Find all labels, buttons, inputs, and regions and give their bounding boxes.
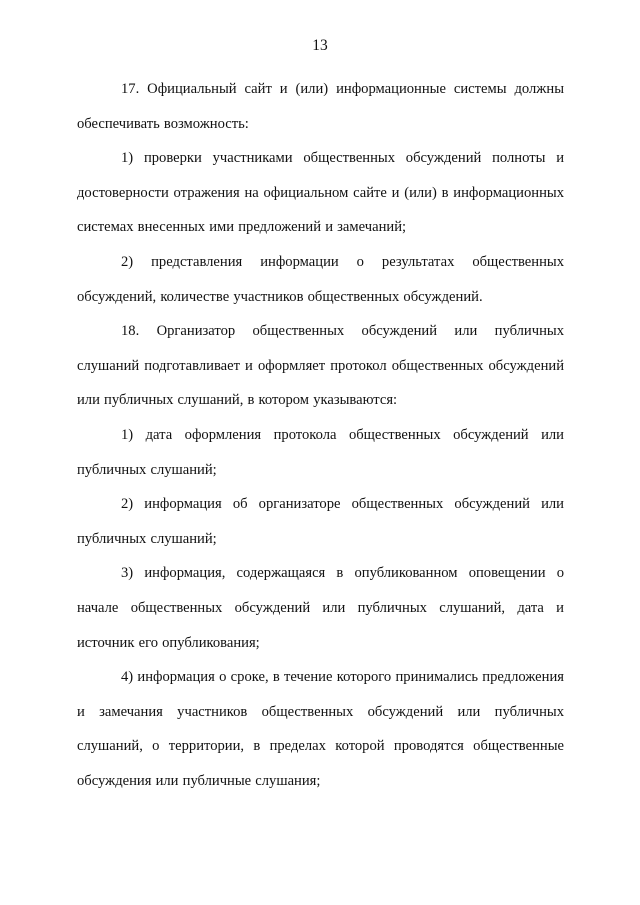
paragraph-18-item-4: 4) информация о сроке, в течение которого принимались предложения и замечания участников общественных обсуждений или публичных слушаний, о территории, в пределах которой проводятся общественные обсуждения или публичные слушания; (77, 669, 564, 789)
paragraph-17-item-1: 1) проверки участниками общественных обсуждений полноты и достоверности отражения на официальном сайте и (или) в информационных системах внесенных ими предложений и замечаний; (77, 150, 564, 236)
page-number: 13 (312, 37, 328, 54)
paragraph-18-item-2: 2) информация об организаторе общественных обсуждений или публичных слушаний; (77, 496, 564, 547)
paragraph-17-item-2: 2) представления информации о результатах общественных обсуждений, количестве участников общественных обсуждений. (77, 253, 564, 305)
paragraph-18-item-1: 1) дата оформления протокола общественных обсуждений или публичных слушаний; (77, 426, 564, 478)
paragraph-17: 17. Официальный сайт и (или) информационные системы должны обеспечивать возможность: (77, 81, 564, 132)
paragraph-18-item-3: 3) информация, содержащаяся в опубликованном оповещении о начале общественных обсуждений или публичных слушаний, дата и источник его опубликования; (77, 565, 564, 651)
paragraph-18: 18. Организатор общественных обсуждений или публичных слушаний подготавливает и оформляет протокол общественных обсуждений или публичных слушаний, в котором указываются: (77, 323, 564, 409)
document-body (77, 72, 564, 798)
